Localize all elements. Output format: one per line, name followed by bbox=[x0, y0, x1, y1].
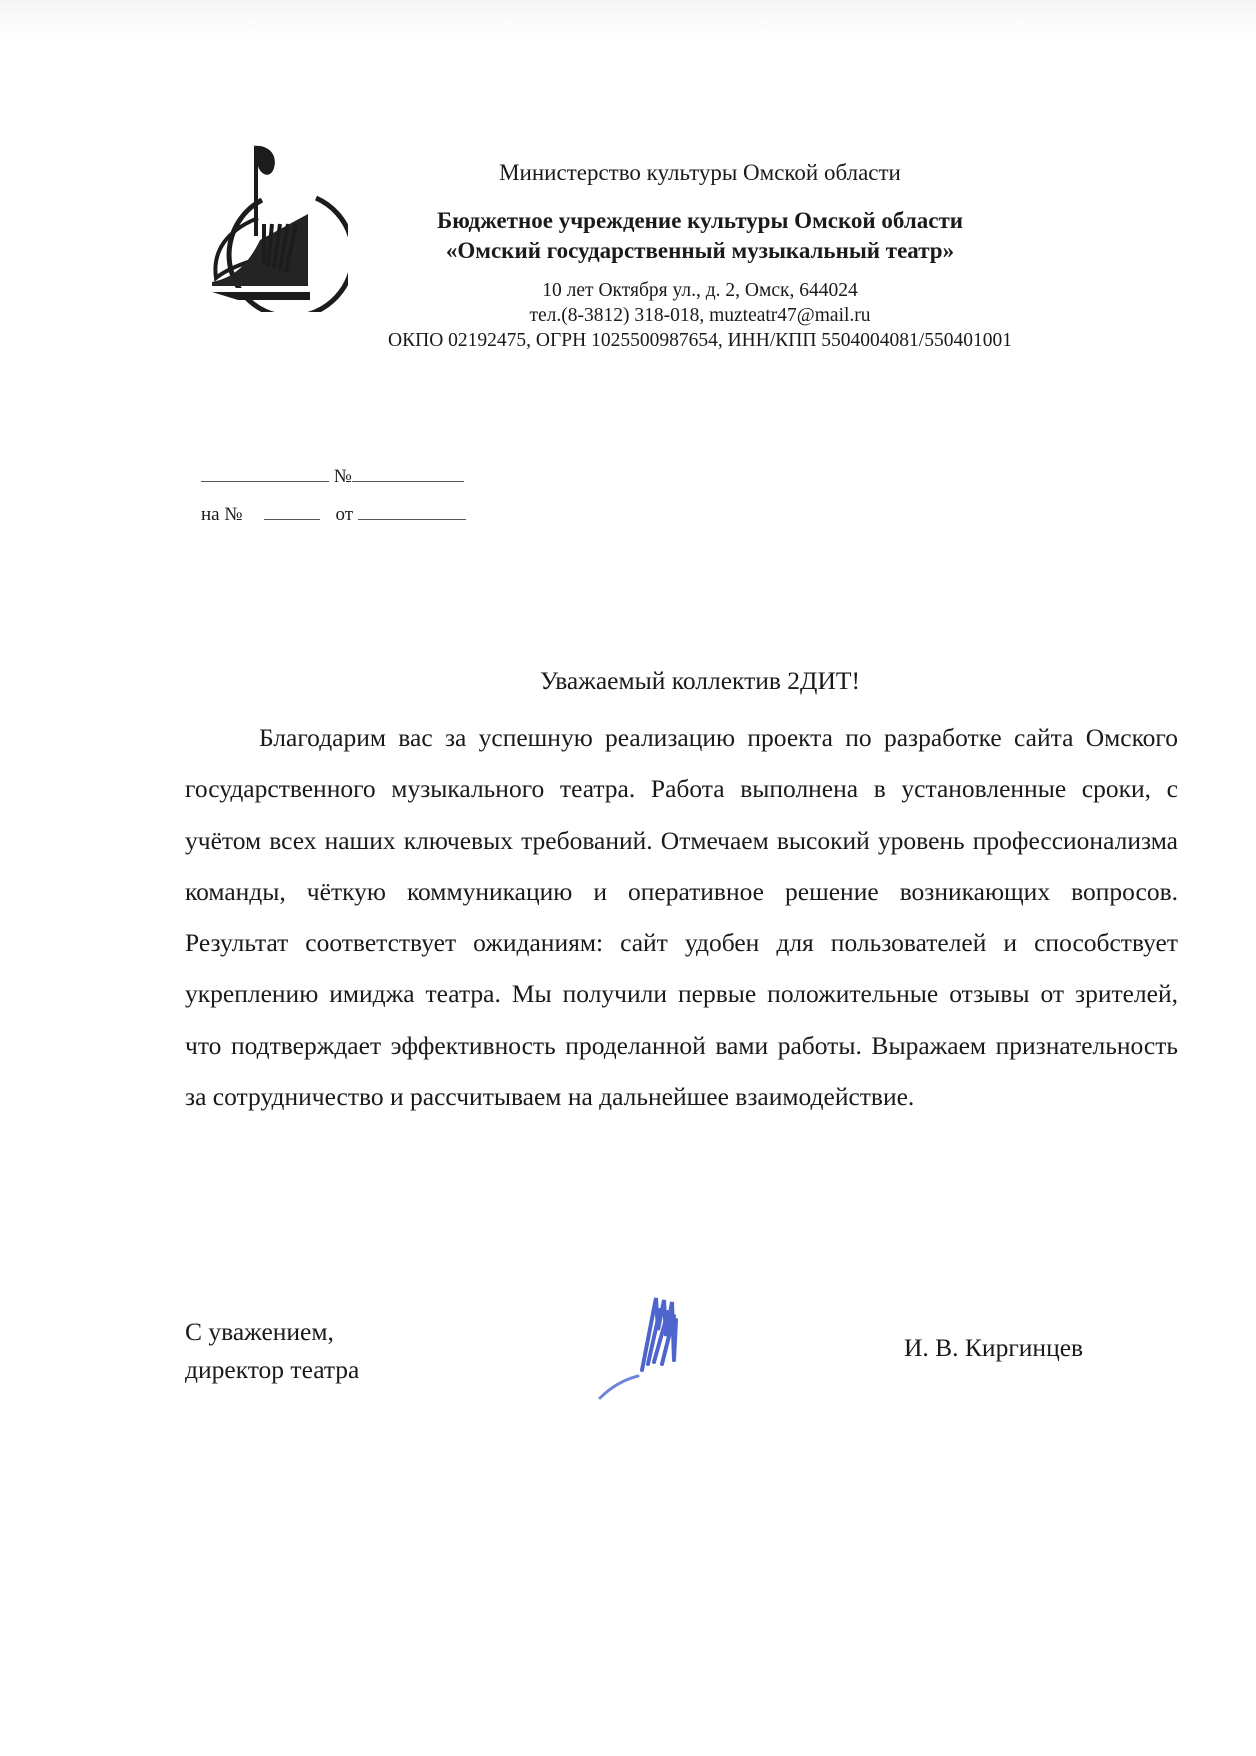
letter-body: Благодарим вас за успешную реализацию проекта по разработке сайта Омского государственного музыкального театра. Работа выполнена в установленные сроки, с учётом всех наших ключевых требований. Отмечаем высокий уровень профессионализма команды, чёткую коммуникацию и оперативное решение возникающих вопросов. Результат соответствует ожиданиям: сайт удобен для пользователей и способствует укреплению имиджа театра. Мы получили первые положительные отзывы от зрителей, что подтверждает эффективность проделанной вами работы. Выражаем признательность за сотрудничество и рассчитываем на дальнейшее взаимодействие. bbox=[185, 723, 1178, 1112]
organization-name-line2: «Омский государственный музыкальный театр» bbox=[445, 238, 955, 263]
signer-title: директор театра bbox=[185, 1355, 360, 1384]
reply-number-blank bbox=[264, 518, 320, 520]
reply-date-label: от bbox=[335, 504, 354, 525]
closing-block bbox=[185, 1313, 359, 1389]
scan-shade bbox=[0, 0, 1256, 38]
handwritten-signature bbox=[592, 1290, 702, 1400]
number-blank bbox=[352, 480, 464, 482]
organization-registry-codes: ОКПО 02192475, ОГРН 1025500987654, ИНН/КПП 5504004081/550401001 bbox=[388, 330, 1012, 351]
ministry-name: Министерство культуры Омской области bbox=[499, 160, 901, 185]
reply-number-label: на № bbox=[201, 504, 243, 525]
closing-salutation: С уважением, bbox=[185, 1317, 334, 1346]
number-sign: № bbox=[333, 466, 352, 487]
incoming-reference-line bbox=[201, 504, 466, 526]
signer-name: И. В. Киргинцев bbox=[904, 1333, 1084, 1362]
outgoing-reference-line bbox=[201, 466, 464, 488]
reply-date-blank bbox=[358, 518, 466, 520]
organization-address: 10 лет Октября ул., д. 2, Омск, 644024 bbox=[542, 280, 858, 301]
organization-contacts: тел.(8-3812) 318-018, muzteatr47@mail.ru bbox=[529, 305, 871, 326]
letter-greeting: Уважаемый коллектив 2ДИТ! bbox=[540, 666, 860, 695]
organization-name-line1: Бюджетное учреждение культуры Омской области bbox=[437, 208, 963, 233]
date-blank bbox=[201, 480, 329, 482]
